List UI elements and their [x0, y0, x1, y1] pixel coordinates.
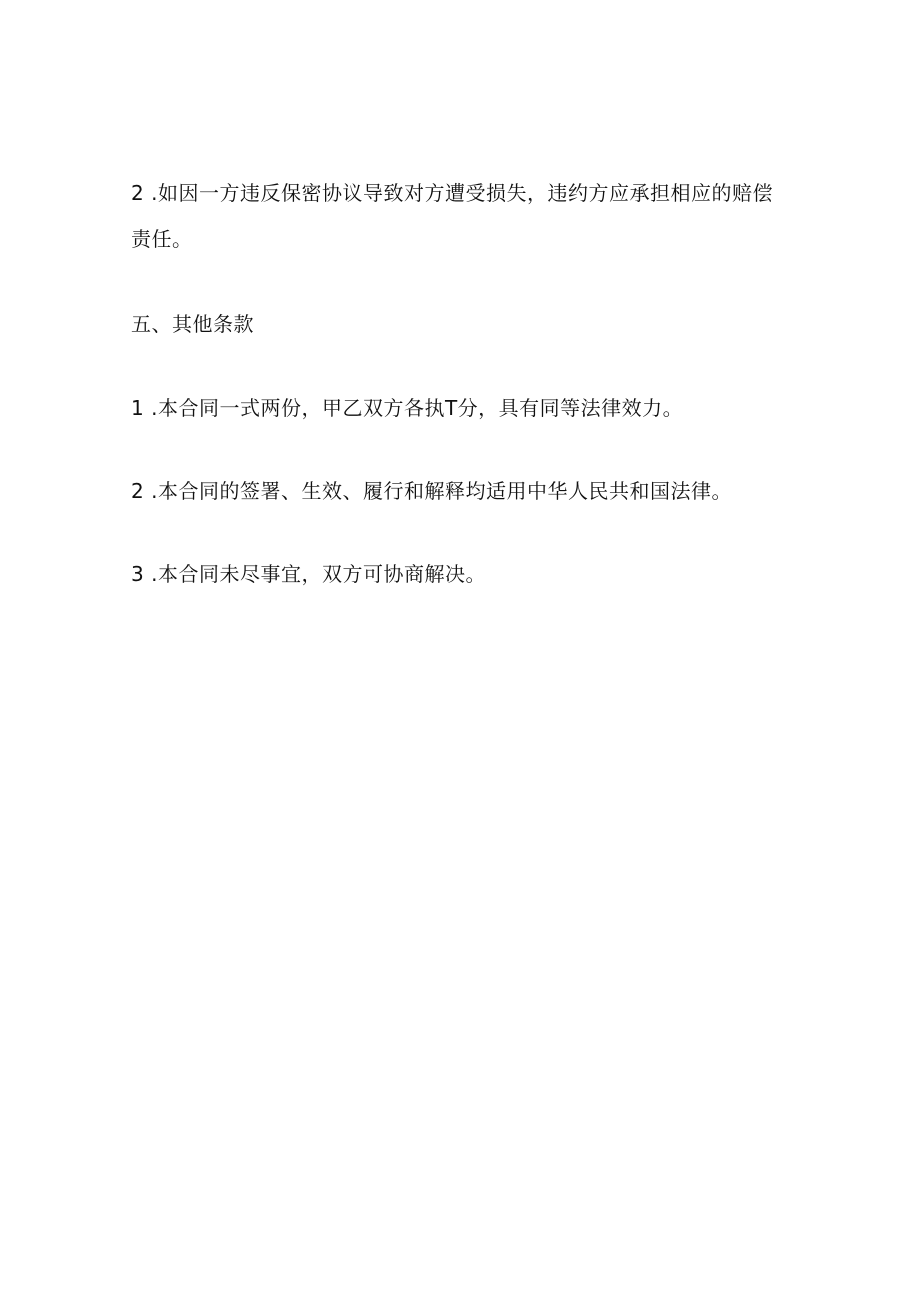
clause-item-2: 2 .本合同的签署、生效、履行和解释均适用中华人民共和国法律。: [131, 479, 732, 503]
clause-item-1: 1 .本合同一式两份，甲乙双方各执T分，具有同等法律效力。: [131, 396, 684, 420]
liability-clause-2: 2 .如因一方违反保密协议导致对方遭受损失，违约方应承担相应的赔偿责任。: [131, 181, 773, 251]
section-heading-other-terms: 五、其他条款: [131, 312, 254, 336]
clause-item-3: 3 .本合同未尽事宜，双方可协商解决。: [131, 562, 486, 586]
